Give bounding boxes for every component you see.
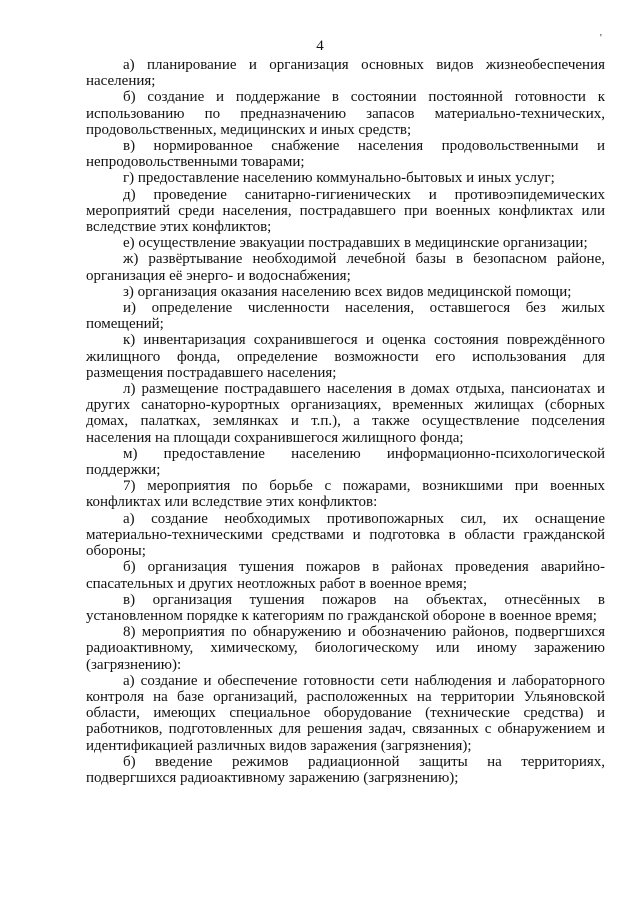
paragraph: в) организация тушения пожаров на объектах, отнесённых в установленном порядке к категориям по гражданской обороне в военное время; xyxy=(86,591,605,624)
paragraph: г) предоставление населению коммунально-бытовых и иных услуг; xyxy=(123,170,555,187)
corner-mark: ' xyxy=(600,33,602,44)
paragraph: б) организация тушения пожаров в районах проведения аварийно-спасательных и других неотложных работ в военное время; xyxy=(86,559,605,592)
paragraph: ж) развёртывание необходимой лечебной базы в безопасном районе, организация её энерго- и водоснабжения; xyxy=(86,251,605,284)
paragraph: б) создание и поддержание в состоянии постоянной готовности к использованию по предназначению запасов материально-технических, продовольственных, медицинских и иных средств; xyxy=(86,89,605,138)
paragraph: а) создание необходимых противопожарных сил, их оснащение материально-техническими средствами и подготовка в области гражданской обороны; xyxy=(86,510,605,560)
paragraph: л) размещение пострадавшего населения в домах отдыха, пансионатах и других санаторно-курортных организациях, временных жилищах (сборных домах, палатках, землянках и т.п.), а также осуществление подселения населения на площади сохранившегося жилищного фонда; xyxy=(86,381,605,446)
paragraph: з) организация оказания населению всех видов медицинской помощи; xyxy=(123,283,572,300)
paragraph: в) нормированное снабжение населения продовольственными и непродовольственными товарами; xyxy=(86,138,605,171)
paragraph: д) проведение санитарно-гигиенических и противоэпидемических мероприятий среди населения, пострадавшего при военных конфликтах или вследствие этих конфликтов; xyxy=(86,186,605,236)
paragraph: 8) мероприятия по обнаружению и обозначению районов, подвергшихся радиоактивному, химическому, биологическому или иному заражению (загрязнению): xyxy=(86,624,605,673)
paragraph: и) определение численности населения, оставшегося без жилых помещений; xyxy=(86,300,605,333)
paragraph: а) планирование и организация основных видов жизнеобеспечения населения; xyxy=(86,57,605,90)
paragraph: б) введение режимов радиационной защиты на территориях, подвергшихся радиоактивному заражению (загрязнению); xyxy=(86,753,605,786)
page-number: 4 xyxy=(316,38,324,54)
document-body xyxy=(86,57,605,786)
paragraph: к) инвентаризация сохранившегося и оценка состояния повреждённого жилищного фонда, определение возможности его использования для размещения пострадавшего населения; xyxy=(86,332,605,381)
paragraph: а) создание и обеспечение готовности сети наблюдения и лабораторного контроля на базе организаций, расположенных на территории Ульяновской области, имеющих специальное оборудование (технические средства) и работников, подготовленных для решения задач, связанных с обнаружением и идентификацией различных видов заражения (загрязнения); xyxy=(86,672,605,754)
paragraph: е) осуществление эвакуации пострадавших в медицинские организации; xyxy=(123,235,588,252)
paragraph: м) предоставление населению информационно-психологической поддержки; xyxy=(86,445,605,479)
paragraph: 7) мероприятия по борьбе с пожарами, возникшими при военных конфликтах или вследствие этих конфликтов: xyxy=(86,478,605,511)
